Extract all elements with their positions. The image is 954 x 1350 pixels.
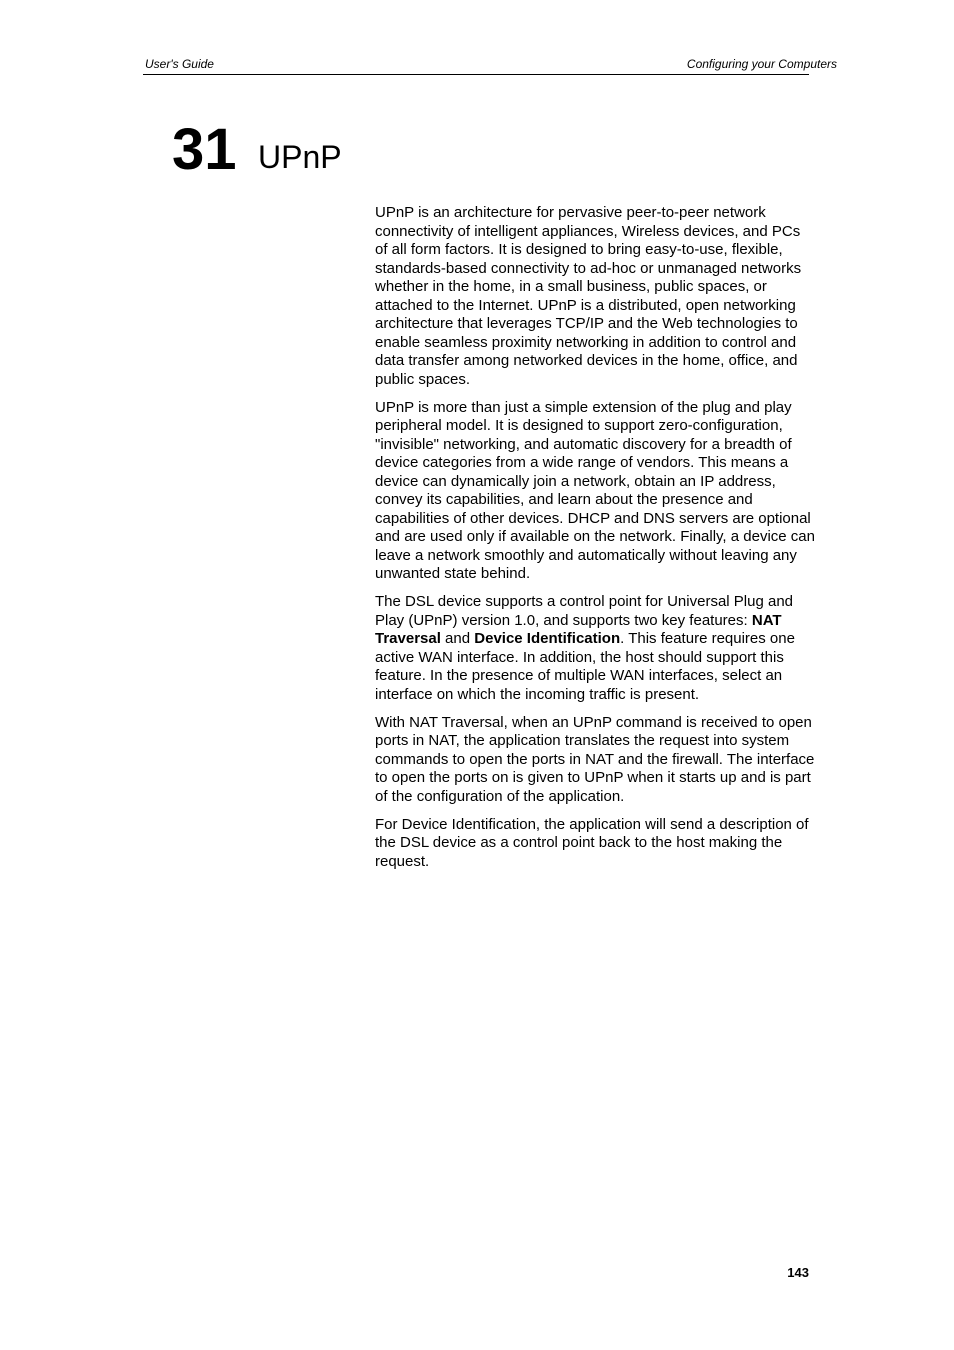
body-text (375, 204, 815, 881)
paragraph-device-identification: For Device Identification, the application will send a description of the DSL device as a control point back to the host making the request. (375, 815, 809, 870)
paragraph-nat-traversal: With NAT Traversal, when an UPnP command is received to open ports in NAT, the application translates the request into system commands to open the ports in NAT and the firewall. The interface to open the ports on is given to UPnP when it starts up and is part of the configuration of the application. (375, 713, 815, 805)
nat-traversal-term: NAT Traversal (375, 611, 782, 647)
paragraph-dsl-support-text-2: and (440, 630, 475, 647)
paragraph-upnp-intro: UPnP is an architecture for pervasive peer-to-peer network connectivity of intelligent appliances, Wireless devices, and PCs of all form factors. It is designed to bring easy-to-use, flexible, standards-based connectivity to ad-hoc or unmanaged networks whether in the home, in a small business, public spaces, or attached to the Internet. UPnP is a distributed, open networking architecture that leverages TCP/IP and the Web technologies to enable seamless proximity networking in addition to control and data transfer among networked devices in the home, office, and public spaces. (375, 204, 802, 388)
running-header-left: User's Guide (145, 57, 214, 71)
paragraph-dsl-support-text-1: The DSL device supports a control point for Universal Plug and Play (UPnP) version 1.0, and supports two key features: (375, 593, 794, 629)
header-divider (143, 74, 809, 75)
paragraph-dsl-support (375, 593, 815, 704)
paragraph-upnp-extension: UPnP is more than just a simple extension of the plug and play peripheral model. It is designed to support zero-configuration, "invisible" networking, and automatic discovery for a breadth of device categories from a wide range of vendors. This means a device can dynamically join a network, obtain an IP address, convey its capabilities, and learn about the presence and capabilities of other devices. DHCP and DNS servers are optional and are used only if available on the network. Finally, a device can leave a network smoothly and automatically without leaving any unwanted state behind. (375, 398, 815, 582)
running-header-right: Configuring your Computers (686, 57, 837, 71)
paragraph-dsl-support-text-3: . This feature requires one active WAN interface. In addition, the host should support this feature. In the presence of multiple WAN interfaces, select an interface on which the incoming traffic is present. (375, 630, 795, 703)
device-identification-term: Device Identification (474, 630, 621, 647)
chapter-title: UPnP (258, 139, 342, 175)
chapter-number: 31 (172, 117, 237, 182)
page-number: 143 (787, 1265, 809, 1280)
